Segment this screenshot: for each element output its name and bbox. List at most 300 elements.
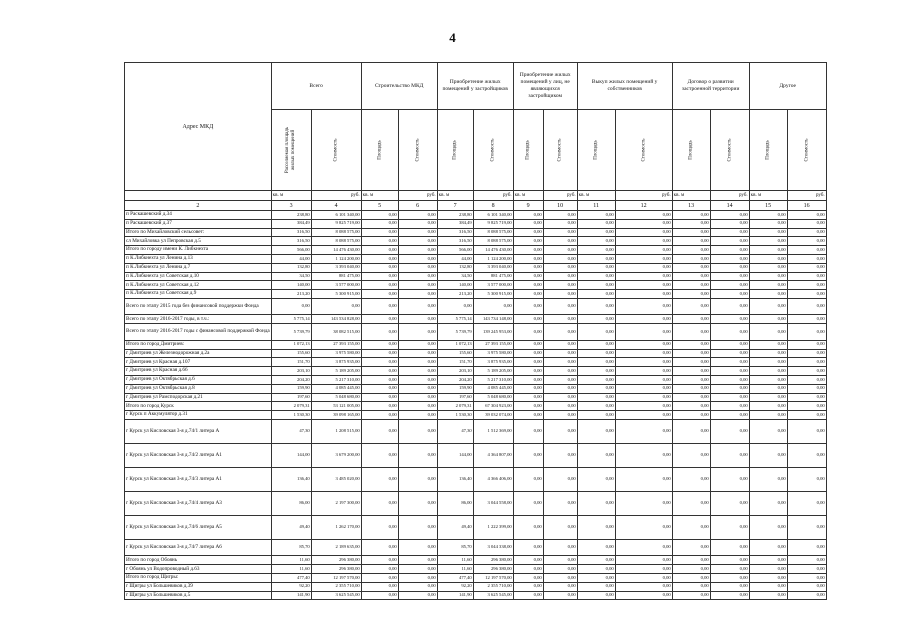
row-value: 0,00 <box>361 290 398 299</box>
row-value: 0,00 <box>577 298 615 315</box>
row-value: 0,00 <box>787 254 826 263</box>
row-value: 3 393 040,00 <box>473 263 513 272</box>
col-number: 9 <box>513 201 543 211</box>
row-value: 0,00 <box>787 246 826 255</box>
row-value: 0,00 <box>543 491 577 515</box>
row-value: 0,00 <box>787 211 826 220</box>
row-value: 0,00 <box>615 358 672 367</box>
row-value: 0,00 <box>672 349 710 358</box>
table-row <box>125 411 827 420</box>
row-value: 0,00 <box>710 491 749 515</box>
row-address: г Дмитриев ул Рамсподорская д.21 <box>125 393 272 402</box>
row-value: 0,00 <box>710 219 749 228</box>
row-value: 1 262 170,00 <box>311 515 361 539</box>
row-value: 0,00 <box>513 402 543 411</box>
row-value: 204,20 <box>271 375 311 384</box>
row-value: 0,00 <box>749 211 787 220</box>
row-value: 47,30 <box>437 419 473 443</box>
col-number: 11 <box>577 201 615 211</box>
row-value: 0,00 <box>749 237 787 246</box>
col-number: 10 <box>543 201 577 211</box>
table-row <box>125 246 827 255</box>
header-sub-area: Площадь <box>361 110 398 191</box>
row-value: 0,00 <box>615 254 672 263</box>
row-value: 155,60 <box>271 349 311 358</box>
row-value: 0,00 <box>398 591 437 600</box>
row-value: 0,00 <box>513 315 543 324</box>
row-value: 0,00 <box>787 419 826 443</box>
row-value: 0,00 <box>749 298 787 315</box>
table-row <box>125 582 827 591</box>
row-value: 0,00 <box>577 556 615 565</box>
unit-cell: кв. м <box>672 191 710 201</box>
row-value: 0,00 <box>398 272 437 281</box>
row-value: 1 208 515,00 <box>311 419 361 443</box>
row-value: 132,80 <box>437 263 473 272</box>
row-value: 0,00 <box>672 539 710 556</box>
row-value: 0,00 <box>577 539 615 556</box>
row-value: 0,00 <box>361 491 398 515</box>
row-value: 0,00 <box>749 340 787 349</box>
row-value: 0,00 <box>543 393 577 402</box>
row-value: 0,00 <box>513 582 543 591</box>
row-value: 0,00 <box>361 219 398 228</box>
row-value: 0,00 <box>672 582 710 591</box>
row-value: 0,00 <box>577 467 615 491</box>
unit-cell: кв. м <box>749 191 787 201</box>
table-row <box>125 211 827 220</box>
row-address: Итого по городу имени К. Либкнехта <box>125 246 272 255</box>
row-value: 0,00 <box>361 402 398 411</box>
row-value: 0,00 <box>361 263 398 272</box>
row-value: 0,00 <box>513 237 543 246</box>
row-value: 0,00 <box>615 324 672 341</box>
header-number-row <box>125 201 827 211</box>
table-row <box>125 298 827 315</box>
row-address: п К.Либкнехта ул Советская д.12 <box>125 281 272 290</box>
row-address: п К.Либкнехта ул Ленина д.7 <box>125 263 272 272</box>
page-number: 4 <box>449 30 456 45</box>
row-value: 0,00 <box>787 349 826 358</box>
header-group-other: Другое <box>749 63 826 110</box>
row-value: 0,00 <box>672 358 710 367</box>
row-value: 0,00 <box>787 443 826 467</box>
row-value: 0,00 <box>615 272 672 281</box>
row-value: 0,00 <box>513 254 543 263</box>
row-value: 238,80 <box>271 211 311 220</box>
row-address: г Курск ул Кисловская 3-я д.74/6 литера А5 <box>125 515 272 539</box>
row-value: 0,00 <box>543 375 577 384</box>
row-value: 141,90 <box>271 591 311 600</box>
row-value: 0,00 <box>513 358 543 367</box>
row-value: 0,00 <box>749 367 787 376</box>
row-value: 0,00 <box>710 315 749 324</box>
row-value: 0,00 <box>615 263 672 272</box>
col-number: 7 <box>437 201 473 211</box>
unit-cell: кв. м <box>513 191 543 201</box>
row-value: 0,00 <box>398 375 437 384</box>
row-value: 0,00 <box>615 375 672 384</box>
row-value: 0,00 <box>513 539 543 556</box>
row-value: 0,00 <box>543 467 577 491</box>
header-sub-cost: Стоимость <box>311 110 361 191</box>
row-value: 204,20 <box>437 375 473 384</box>
row-value: 0,00 <box>787 281 826 290</box>
row-value: 0,00 <box>787 582 826 591</box>
table-row <box>125 272 827 281</box>
table-row <box>125 393 827 402</box>
row-value: 0,00 <box>398 340 437 349</box>
row-value: 0,00 <box>577 358 615 367</box>
row-value: 213,20 <box>437 290 473 299</box>
row-value: 53 121 005,00 <box>311 402 361 411</box>
row-value: 0,00 <box>398 290 437 299</box>
row-address: г Щигры ул Большевиков д.39 <box>125 582 272 591</box>
row-value: 0,00 <box>577 574 615 583</box>
row-value: 0,00 <box>513 375 543 384</box>
row-value: 0,00 <box>749 375 787 384</box>
row-value: 0,00 <box>615 402 672 411</box>
row-value: 0,00 <box>361 556 398 565</box>
row-value: 47,30 <box>271 419 311 443</box>
row-value: 3 625 545,00 <box>311 591 361 600</box>
row-value: 0,00 <box>615 298 672 315</box>
row-value: 0,00 <box>615 411 672 420</box>
row-value: 0,00 <box>672 443 710 467</box>
row-value: 5 739,79 <box>437 324 473 341</box>
row-value: 132,80 <box>271 263 311 272</box>
row-value: 6 101 340,00 <box>473 211 513 220</box>
row-value: 3 485 020,00 <box>311 467 361 491</box>
row-value: 0,00 <box>615 582 672 591</box>
row-value: 0,00 <box>543 237 577 246</box>
row-value: 14 476 430,00 <box>311 246 361 255</box>
row-value: 0,00 <box>710 237 749 246</box>
row-value: 0,00 <box>672 393 710 402</box>
row-value: 0,00 <box>672 272 710 281</box>
row-value: 5 739,79 <box>271 324 311 341</box>
row-value: 0,00 <box>787 237 826 246</box>
row-value: 0,00 <box>361 281 398 290</box>
table-row <box>125 263 827 272</box>
row-value: 159,90 <box>271 384 311 393</box>
row-value: 0,00 <box>398 263 437 272</box>
row-address: п Раскашевский д.37 <box>125 219 272 228</box>
row-value: 0,00 <box>672 556 710 565</box>
row-value: 0,00 <box>577 246 615 255</box>
row-value: 0,00 <box>271 298 311 315</box>
row-value: 0,00 <box>361 367 398 376</box>
row-value: 0,00 <box>615 340 672 349</box>
row-value: 0,00 <box>513 340 543 349</box>
row-value: 0,00 <box>615 228 672 237</box>
row-address: Всего по этапу 2016-2017 годы, в т.ч.: <box>125 315 272 324</box>
row-value: 0,00 <box>615 556 672 565</box>
row-value: 0,00 <box>577 237 615 246</box>
row-value: 0,00 <box>615 393 672 402</box>
row-value: 5 775,14 <box>437 315 473 324</box>
row-value: 0,00 <box>710 582 749 591</box>
row-value: 0,00 <box>615 574 672 583</box>
row-value: 0,00 <box>398 281 437 290</box>
row-value: 0,00 <box>787 358 826 367</box>
row-value: 0,00 <box>672 367 710 376</box>
row-value: 11,60 <box>437 565 473 574</box>
row-value: 0,00 <box>710 565 749 574</box>
table-row <box>125 402 827 411</box>
row-value: 0,00 <box>710 443 749 467</box>
row-value: 0,00 <box>311 298 361 315</box>
table-row <box>125 228 827 237</box>
row-value: 197,60 <box>437 393 473 402</box>
row-value: 49,40 <box>271 515 311 539</box>
row-value: 0,00 <box>615 219 672 228</box>
row-value: 197,60 <box>271 393 311 402</box>
row-address: г Дмитриев ул Железнодорожная д.2а <box>125 349 272 358</box>
row-value: 0,00 <box>361 237 398 246</box>
row-value: 0,00 <box>513 367 543 376</box>
row-value: 0,00 <box>710 211 749 220</box>
row-value: 296 380,00 <box>473 565 513 574</box>
row-value: 136,40 <box>437 467 473 491</box>
row-value: 0,00 <box>398 237 437 246</box>
row-value: 2 355 710,00 <box>473 582 513 591</box>
row-value: 0,00 <box>513 591 543 600</box>
header-sub-area: Площадь <box>577 110 615 191</box>
col-number: 14 <box>710 201 749 211</box>
row-value: 4 366 406,00 <box>473 467 513 491</box>
row-value: 144,00 <box>271 443 311 467</box>
row-value: 477,40 <box>437 574 473 583</box>
row-value: 4 364 807,00 <box>473 443 513 467</box>
row-value: 1 530,30 <box>437 411 473 420</box>
row-value: 0,00 <box>615 211 672 220</box>
row-value: 0,00 <box>615 237 672 246</box>
row-value: 0,00 <box>749 556 787 565</box>
row-value: 0,00 <box>749 219 787 228</box>
table-row <box>125 340 827 349</box>
header-group-purchase-non-developers: Приобретение жилых помещений у лиц, не являющихся застройщиком <box>513 63 577 110</box>
col-number: 13 <box>672 201 710 211</box>
row-value: 0,00 <box>543 219 577 228</box>
row-value: 0,00 <box>672 591 710 600</box>
row-value: 0,00 <box>361 375 398 384</box>
row-value: 8 088 575,00 <box>473 237 513 246</box>
row-value: 0,00 <box>787 228 826 237</box>
row-value: 4 085 445,00 <box>473 384 513 393</box>
row-value: 0,00 <box>543 246 577 255</box>
header-group-construction: Строительство МКД <box>361 63 437 110</box>
row-value: 0,00 <box>398 211 437 220</box>
row-value: 0,00 <box>398 411 437 420</box>
row-value: 0,00 <box>398 384 437 393</box>
row-value: 0,00 <box>577 367 615 376</box>
row-value: 0,00 <box>749 491 787 515</box>
row-address: г Курск ул Кисловская 3-я д.74/2 литера А1 <box>125 443 272 467</box>
row-value: 0,00 <box>361 340 398 349</box>
row-value: 0,00 <box>749 443 787 467</box>
row-value: 0,00 <box>749 272 787 281</box>
row-value: 0,00 <box>543 340 577 349</box>
row-address: г Курск п Аккумулятор д.31 <box>125 411 272 420</box>
row-value: 0,00 <box>749 467 787 491</box>
row-value: 0,00 <box>787 467 826 491</box>
row-value: 3 679 200,00 <box>311 443 361 467</box>
row-value: 0,00 <box>543 539 577 556</box>
row-value: 203,10 <box>437 367 473 376</box>
row-address: Итого по город Обоянь <box>125 556 272 565</box>
unit-cell: руб. <box>615 191 672 201</box>
row-value: 2 355 710,00 <box>311 582 361 591</box>
row-value: 0,00 <box>615 367 672 376</box>
row-value: 0,00 <box>577 402 615 411</box>
header-sub-area: Площадь <box>513 110 543 191</box>
row-address: г Дмитриев ул Красная д.66 <box>125 367 272 376</box>
row-value: 0,00 <box>787 375 826 384</box>
row-value: 0,00 <box>513 246 543 255</box>
unit-cell: руб. <box>787 191 826 201</box>
row-address: п К.Либкнехта ул Советская д.9 <box>125 290 272 299</box>
row-value: 0,00 <box>787 298 826 315</box>
table-row <box>125 290 827 299</box>
row-value: 0,00 <box>513 393 543 402</box>
row-value: 0,00 <box>615 467 672 491</box>
row-value: 3 044 338,00 <box>473 539 513 556</box>
row-value: 0,00 <box>577 219 615 228</box>
row-value: 0,00 <box>787 556 826 565</box>
row-value: 0,00 <box>615 565 672 574</box>
row-address: Всего по этапу 2016-2017 годы с финансовой поддержкой Фонда <box>125 324 272 341</box>
row-value: 0,00 <box>361 539 398 556</box>
row-value: 296 380,00 <box>473 556 513 565</box>
row-value: 159,90 <box>437 384 473 393</box>
col-number: 2 <box>125 201 272 211</box>
row-value: 0,00 <box>749 582 787 591</box>
row-value: 151,70 <box>271 358 311 367</box>
row-value: 0,00 <box>361 582 398 591</box>
row-value: 3 393 040,00 <box>311 263 361 272</box>
row-address: сл Михайловка ул Пепровская д.5 <box>125 237 272 246</box>
row-value: 0,00 <box>398 419 437 443</box>
row-address: г Курск ул Кисловская 3-я д.74/4 литера А3 <box>125 491 272 515</box>
row-value: 0,00 <box>513 565 543 574</box>
header-unit-row <box>125 191 827 201</box>
row-value: 0,00 <box>543 515 577 539</box>
row-value: 0,00 <box>513 574 543 583</box>
row-value: 0,00 <box>543 591 577 600</box>
row-value: 0,00 <box>749 419 787 443</box>
row-value: 0,00 <box>398 443 437 467</box>
row-value: 0,00 <box>577 491 615 515</box>
unit-cell: кв. м <box>271 191 311 201</box>
row-value: 0,00 <box>787 384 826 393</box>
row-value: 0,00 <box>577 349 615 358</box>
row-value: 0,00 <box>787 574 826 583</box>
header-sub-area: Площадь <box>437 110 473 191</box>
table-row <box>125 384 827 393</box>
row-value: 2 197 300,00 <box>311 491 361 515</box>
row-address: г Курск ул Кисловская 3-я д.74/1 литера А <box>125 419 272 443</box>
row-value: 5 217 310,00 <box>311 375 361 384</box>
header-sub-cost: Стоимость <box>473 110 513 191</box>
row-address: п К.Либкнехта ул Советская д.10 <box>125 272 272 281</box>
row-value: 0,00 <box>787 290 826 299</box>
row-value: 144,00 <box>437 443 473 467</box>
row-value: 0,00 <box>787 565 826 574</box>
row-value: 0,00 <box>577 515 615 539</box>
table-row <box>125 574 827 583</box>
row-value: 86,00 <box>271 491 311 515</box>
row-value: 0,00 <box>577 582 615 591</box>
row-value: 0,00 <box>513 515 543 539</box>
row-value: 34,50 <box>271 272 311 281</box>
row-value: 0,00 <box>398 539 437 556</box>
row-value: 85,70 <box>271 539 311 556</box>
row-value: 0,00 <box>615 349 672 358</box>
row-value: 0,00 <box>672 263 710 272</box>
row-value: 0,00 <box>361 358 398 367</box>
col-number: 8 <box>473 201 513 211</box>
row-value: 0,00 <box>615 443 672 467</box>
table-row <box>125 375 827 384</box>
row-value: 0,00 <box>749 290 787 299</box>
row-value: 0,00 <box>749 393 787 402</box>
row-value: 4 085 445,00 <box>311 384 361 393</box>
row-value: 0,00 <box>672 491 710 515</box>
row-value: 0,00 <box>615 591 672 600</box>
row-value: 140,00 <box>271 281 311 290</box>
row-value: 0,00 <box>513 411 543 420</box>
row-value: 0,00 <box>361 315 398 324</box>
row-value: 0,00 <box>672 219 710 228</box>
row-value: 0,00 <box>513 384 543 393</box>
row-value: 0,00 <box>787 272 826 281</box>
row-address: Итого по город Курск <box>125 402 272 411</box>
row-value: 5 048 680,00 <box>311 393 361 402</box>
row-value: 566,00 <box>271 246 311 255</box>
row-value: 0,00 <box>513 211 543 220</box>
row-value: 3 044 558,00 <box>473 491 513 515</box>
row-value: 0,00 <box>361 254 398 263</box>
row-value: 0,00 <box>361 574 398 583</box>
row-value: 34,50 <box>437 272 473 281</box>
header-sub-cost: Стоимость <box>398 110 437 191</box>
row-value: 49,40 <box>437 515 473 539</box>
row-value: 0,00 <box>749 281 787 290</box>
row-value: 0,00 <box>513 419 543 443</box>
header-address: Адрес МКД <box>125 63 272 191</box>
row-value: 2 079,31 <box>437 402 473 411</box>
row-value: 0,00 <box>710 393 749 402</box>
row-value: 0,00 <box>398 219 437 228</box>
row-value: 0,00 <box>710 402 749 411</box>
row-value: 0,00 <box>710 254 749 263</box>
col-number: 16 <box>787 201 826 211</box>
row-value: 0,00 <box>513 467 543 491</box>
row-value: 0,00 <box>787 411 826 420</box>
row-value: 0,00 <box>543 349 577 358</box>
table-row <box>125 591 827 600</box>
row-address: г Дмитриев ул Красная д.107 <box>125 358 272 367</box>
row-value: 0,00 <box>513 443 543 467</box>
row-value: 881 475,00 <box>311 272 361 281</box>
row-value: 0,00 <box>710 281 749 290</box>
row-value: 0,00 <box>398 315 437 324</box>
row-value: 0,00 <box>710 411 749 420</box>
row-value: 1 222 399,00 <box>473 515 513 539</box>
row-value: 0,00 <box>398 324 437 341</box>
row-value: 316,50 <box>437 228 473 237</box>
